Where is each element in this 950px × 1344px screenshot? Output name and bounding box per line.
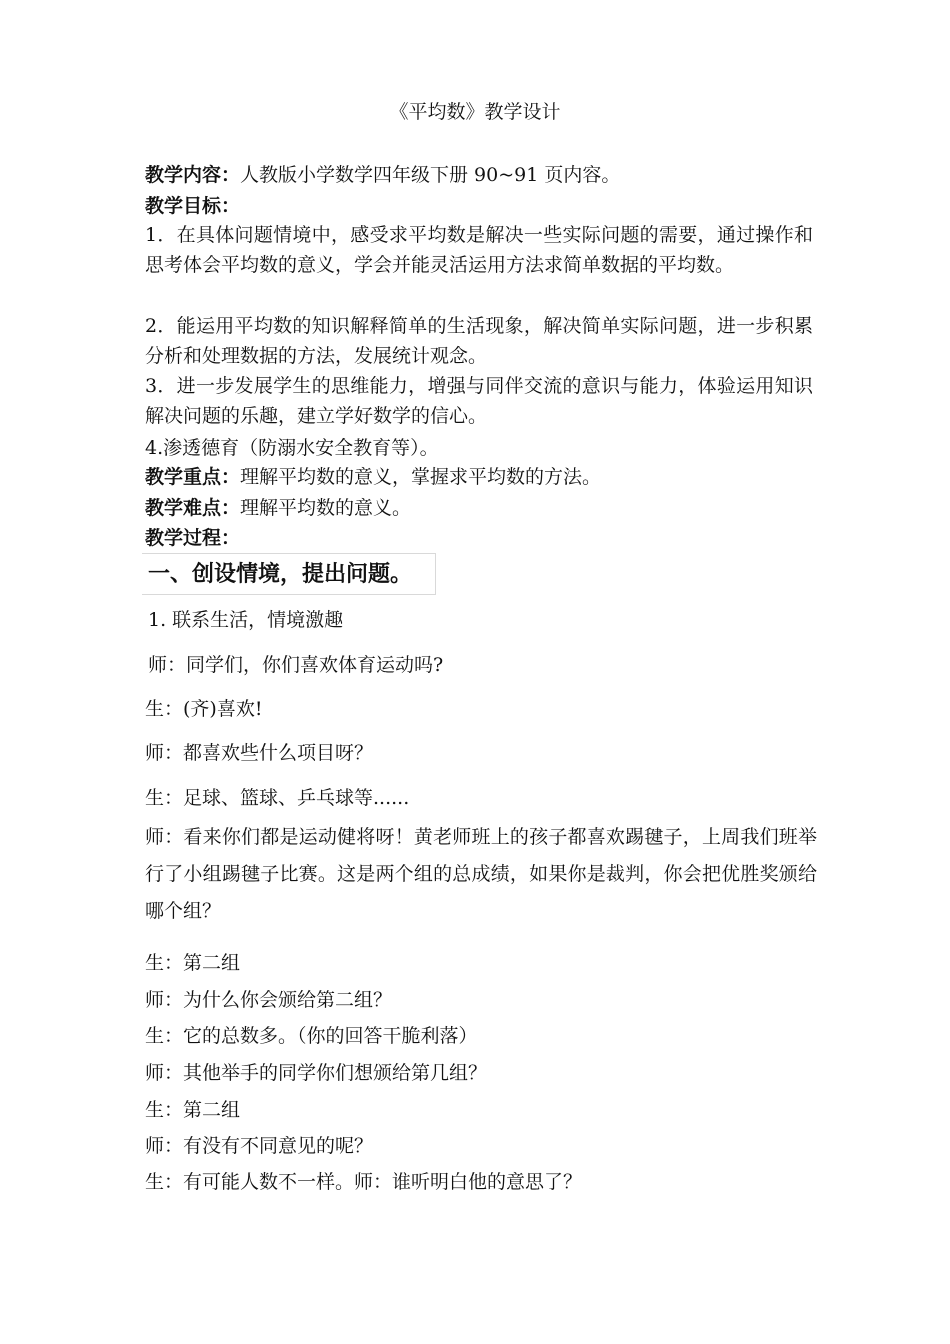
dialogue-line: 生：它的总数多。（你的回答干脆利落） [145,1025,478,1047]
teaching-key-text: 理解平均数的意义，掌握求平均数的方法。 [240,466,602,488]
goal-4: 4.渗透德育（防溺水安全教育等）。 [145,437,439,459]
dialogue-line: 生：足球、篮球、乒乓球等...... [145,787,410,809]
dialogue-line: 师：其他举手的同学你们想颁给第几组？ [145,1062,488,1084]
dialogue-line: 生：有可能人数不一样。师：谁听明白他的意思了？ [145,1171,583,1193]
dialogue-paragraph: 师：看来你们都是运动健将呀！黄老师班上的孩子都喜欢踢毽子，上周我们班举行了小组踢毽子比赛。这是两个组的总成绩，如果你是裁判，你会把优胜奖颁给哪个组？ [145,826,817,922]
dialogue-line: 生：第二组 [145,1099,241,1121]
teaching-content-text: 人教版小学数学四年级下册 90~91 页内容。 [240,164,621,186]
teaching-key-line [145,462,825,489]
section-1-heading: 一、创设情境，提出问题。 [148,561,413,587]
teaching-difficulty-line [145,493,825,520]
teaching-content-line [145,160,825,187]
teaching-process-label: 教学过程： [145,527,241,549]
goal-2: 2．能运用平均数的知识解释简单的生活现象，解决简单实际问题，进一步积累分析和处理数据的方法，发展统计观念。 [145,315,813,367]
teaching-difficulty-text: 理解平均数的意义。 [240,497,412,519]
goal-1: 1．在具体问题情境中，感受求平均数是解决一些实际问题的需要，通过操作和思考体会平均数的意义，学会并能灵活运用方法求简单数据的平均数。 [145,224,813,276]
dialogue-line: 生：(齐)喜欢! [145,698,263,720]
dialogue-line: 师：有没有不同意见的呢？ [145,1135,374,1157]
dialogue-line: 师：都喜欢些什么项目呀？ [145,742,374,764]
teaching-goals-label: 教学目标： [145,195,241,217]
teaching-difficulty-label: 教学难点： [145,497,241,519]
dialogue-line: 师：为什么你会颁给第二组？ [145,989,393,1011]
dialogue-line: 师：同学们，你们喜欢体育运动吗? [148,654,444,676]
goal-3: 3．进一步发展学生的思维能力，增强与同伴交流的意识与能力，体验运用知识解决问题的乐趣，建立学好数学的信心。 [145,375,813,427]
document-title: 《平均数》教学设计 [389,101,561,123]
step-1-title: 1. 联系生活，情境激趣 [148,609,344,631]
teaching-content-label: 教学内容： [145,164,241,186]
dialogue-line: 生：第二组 [145,952,241,974]
teaching-key-label: 教学重点： [145,466,241,488]
